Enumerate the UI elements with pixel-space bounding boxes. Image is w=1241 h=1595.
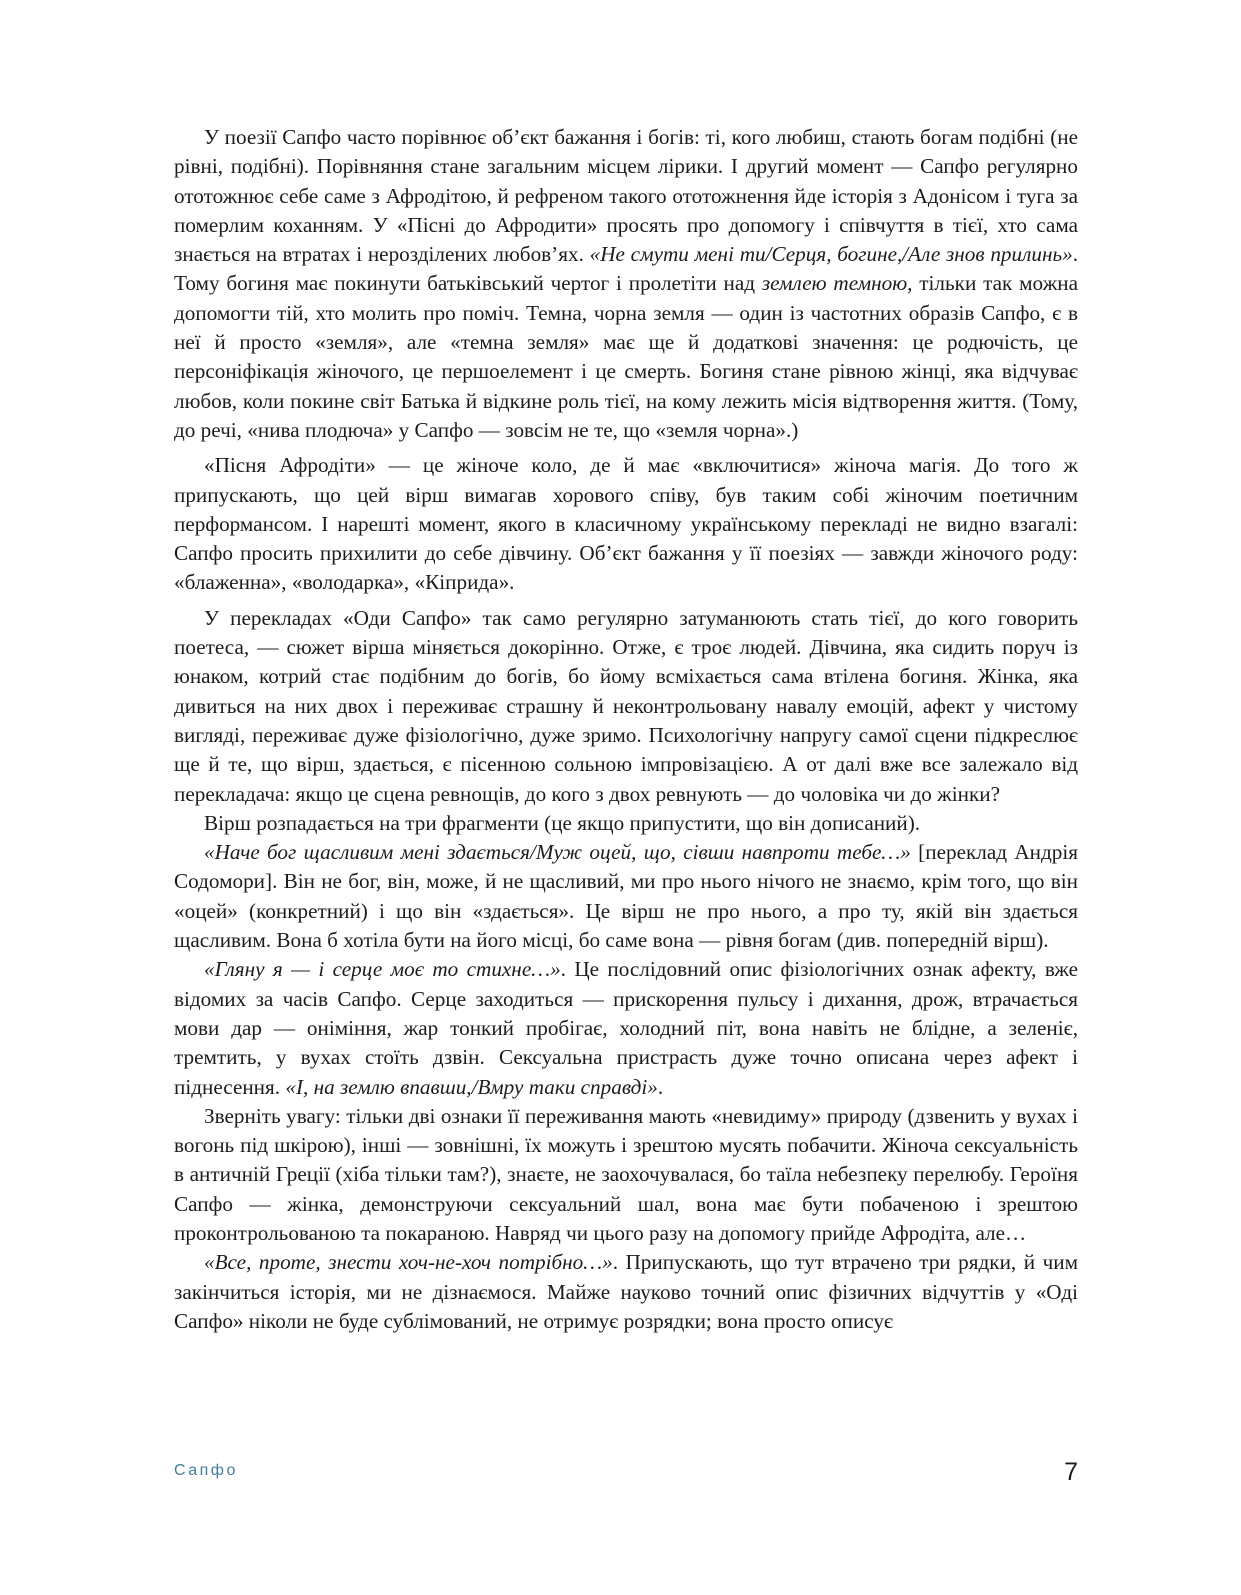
text-run: тільки так можна допомогти тій, хто молить про поміч. Темна, чорна земля — один із частотних образів Сапфо, є в неї й просто «земля», але «темна земля» має ще й додаткові значення: це родючість, це персоніфікація жіночого, це першоелемент і це смерть. Богиня стане рівною жінці, яка відчуває любов, коли покине світ Батька й відкине роль тієї, на кому лежить місія відтворення життя. (Тому, до речі, «нива плодюча» у Сапфо — зовсім не те, що «земля чорна».) (174, 271, 1078, 442)
running-title: Сапфо (174, 1462, 238, 1479)
italic-quote: «І, на землю впавши,/Вмру таки справді» (285, 1074, 658, 1099)
text-run: . Тому богиня має покинути батьківський чертог і пролетіти над (174, 242, 1078, 296)
text-run: [переклад Андрія Содомори]. Він не бог, він, може, й не щасливий, ми про нього нічого не знаємо, крім того, що він «оцей» (конкретний) і що він «здається». Це вірш не про нього, а про ту, якій він здається щасливим. Вона б хотіла бути на його місці, бо саме вона — рівня богам (див. попередній вірш). (174, 840, 1079, 953)
italic-quote: «Все, проте, знести хоч-не-хоч потрібно…» (204, 1250, 613, 1275)
paragraph-3 (174, 604, 1078, 809)
paragraph-7 (174, 1102, 1078, 1248)
text-run: Вірш розпадається на три фрагменти (це якщо припустити, що він дописаний). (204, 810, 921, 835)
italic-quote: «Наче бог щасливим мені здається/Муж оцей, що, сівши навпроти тебе…» (204, 840, 911, 865)
text-run: У перекладах «Оди Сапфо» так само регулярно затуманюють стать тієї, до кого говорить поетеса, — сюжет вірша міняється докорінно. Отже, є троє людей. Дівчина, яка сидить поруч із юнаком, котрий стає подібним до богів, бо йому всміхається сама втілена богиня. Жінка, яка дивиться на них двох і переживає страшну й неконтрольовану навалу емоцій, афект у чистому вигляді, переживає дуже фізіологічно, дуже зримо. Психологічну напругу самої сцени підкреслює ще й те, що вірш, здається, є пісенною сольною імпровізацією. А от далі вже все залежало від перекладача: якщо це сцена ревнощів, до кого з двох ревнують — до чоловіка чи до жінки? (174, 605, 1078, 806)
text-run: . Припускають, що тут втрачено три рядки, й чим закінчиться історія, ми не дізнаємося. Майже науково точний опис фізичних відчуттів у «Оді Сапфо» ніколи не буде сублімований, не отримує розрядки; вона просто описує (174, 1250, 1078, 1333)
italic-quote: землею темною, (761, 271, 913, 296)
page-number: 7 (1064, 1458, 1078, 1486)
paragraph-6 (174, 955, 1078, 1101)
italic-quote: «Гляну я — і серце моє то стихне…» (204, 957, 561, 982)
text-run: . (657, 1074, 664, 1099)
paragraph-4 (174, 809, 1078, 838)
text-run: У поезії Сапфо часто порівнює об’єкт бажання і богів: ті, кого любиш, стають богам подібні (не рівні, подібні). Порівняння стане загальним місцем лірики. І другий момент — Сапфо регулярно ототожнює себе саме з Афродітою, й рефреном такого ототожнення йде історія з Адонісом і туга за померлим коханням. У «Пісні до Афродити» просять про допомогу і співчуття в тієї, хто сама знається на втратах і нерозділених любов’ях. (174, 125, 1078, 267)
text-run: . Це послідовний опис фізіологічних ознак афекту, вже відомих за часів Сапфо. Серце заходиться — прискорення пульсу і дихання, дрож, втрачається мови дар — оніміння, жар тонкий пробігає, холодний піт, вона навіть не блідне, а зеленіє, тремтить, у вухах стоїть дзвін. Сексуальна пристрасть дуже точно описана через афект і піднесення. (174, 957, 1078, 1099)
paragraph-8 (174, 1248, 1078, 1336)
paragraph-1 (174, 123, 1078, 445)
body-text (174, 123, 1078, 1336)
italic-quote: «Не смути мені ти/Серця, богине,/Але знов прилинь» (589, 242, 1073, 267)
paragraph-5 (174, 838, 1078, 955)
paragraph-2 (174, 451, 1078, 597)
text-run: «Пісня Афродіти» — це жіноче коло, де й має «включитися» жіноча магія. До того ж припускають, що цей вірш вимагав хорового співу, був таким собі жіночим поетичним перформансом. І нарешті момент, якого в класичному українському перекладі не видно взагалі: Сапфо просить прихилити до себе дівчину. Об’єкт бажання у її поезіях — завжди жіночого роду: «блаженна», «володарка», «Кіприда». (174, 453, 1078, 595)
text-run: Зверніть увагу: тільки дві ознаки її переживання мають «невидиму» природу (дзвенить у вухах і вогонь під шкірою), інші — зовнішні, їх можуть і зрештою мусять побачити. Жіноча сексуальність в античній Греції (хіба тільки там?), знаєте, не заохочувалася, бо таїла небезпеку перелюбу. Героїня Сапфо — жінка, демонструючи сексуальний шал, вона має бути побаченою і зрештою проконтрольованою та покараною. Навряд чи цього разу на допомогу прийде Афродіта, але… (174, 1103, 1078, 1245)
